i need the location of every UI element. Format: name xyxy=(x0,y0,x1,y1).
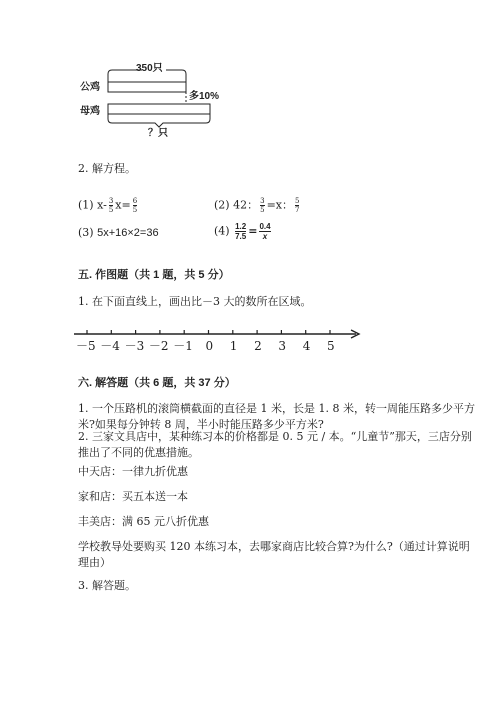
section6-title: 六. 解答题（共 6 题，共 37 分） xyxy=(78,377,236,389)
number-line-tick-label: 2 xyxy=(254,339,262,353)
equation-3 xyxy=(78,225,159,241)
eq1-frac-denominator: 5 xyxy=(108,206,114,214)
hen-label: 母鸡 xyxy=(80,106,100,117)
shop-fengmei: 丰美店：满 65 元八折优惠 xyxy=(78,515,209,528)
eq2-fraction-2 xyxy=(295,197,299,214)
section6-q1: 1. 一个压路机的滚筒横截面的直径是 1 米，长是 1. 8 米，转一周能压路多少平方米?如果每分钟转 8 周，半小时能压路多少平方米? xyxy=(78,402,475,431)
eq1-pre: x- xyxy=(97,198,107,212)
eq2-pre: 42： xyxy=(233,198,259,212)
section6-q2: 2. 三家文具店中，某种练习本的价格都是 0. 5 元 / 本。“儿童节”那天，三店分别推出了不同的优惠措施。 xyxy=(78,430,472,459)
segment-diagram-lines xyxy=(0,0,500,150)
equation-1 xyxy=(78,197,139,214)
eq4-fraction xyxy=(235,222,246,241)
eq1-mid: x= xyxy=(115,198,131,212)
number-line-tick-label: 4 xyxy=(302,339,311,353)
equation-2 xyxy=(214,197,301,214)
eq2-fraction xyxy=(260,197,264,214)
q2-title: 2. 解方程。 xyxy=(78,162,136,175)
eq4-number: (4) xyxy=(214,224,230,238)
number-line-tick-label: －3 xyxy=(124,339,145,353)
eq1-frac2-numerator: 6 xyxy=(132,197,138,205)
number-line-tick-label: 3 xyxy=(278,339,287,353)
eq1-fraction-2 xyxy=(133,197,137,214)
eq1-fraction xyxy=(109,197,113,214)
eq1-frac2-denominator: 5 xyxy=(132,206,138,214)
number-line xyxy=(0,320,500,360)
number-line-tick-label: －1 xyxy=(173,339,193,353)
number-line-tick-label: －4 xyxy=(100,339,120,353)
number-line-tick-label: 0 xyxy=(205,339,214,353)
eq2-frac2-denominator: 7 xyxy=(294,206,300,214)
eq1-number: (1) xyxy=(78,198,94,212)
shop-jiahe: 家和店：买五本送一本 xyxy=(78,490,188,503)
eq4-frac-numerator: 1.2 xyxy=(235,222,247,231)
eq2-frac-denominator: 5 xyxy=(260,206,265,214)
rooster-label: 公鸡 xyxy=(80,82,100,93)
section5-title: 五. 作图题（共 1 题，共 5 分） xyxy=(78,269,230,281)
section5-q1: 1. 在下面直线上，画出比－3 大的数所在区域。 xyxy=(78,295,312,308)
eq1-frac-numerator: 3 xyxy=(108,197,114,205)
eq3-number: (3) xyxy=(78,226,94,239)
number-line-tick-label: 1 xyxy=(229,339,238,353)
eq2-frac2-numerator: 5 xyxy=(294,197,300,205)
eq4-frac2-denominator: x xyxy=(262,232,268,241)
section6-q3: 3. 解答题。 xyxy=(78,579,136,592)
eq2-frac-numerator: 3 xyxy=(260,197,265,205)
eq2-mid: =x： xyxy=(266,198,293,212)
number-line-tick-label: 5 xyxy=(327,339,335,353)
eq2-number: (2) xyxy=(214,198,230,212)
eq3-text: 5x+16×2=36 xyxy=(97,227,159,239)
shop-zhongtian: 中天店：一律九折优惠 xyxy=(78,465,188,478)
eq4-frac2-numerator: 0.4 xyxy=(259,222,271,231)
unknown-label: ？只 xyxy=(148,128,168,139)
section6-q2-question: 学校教导处要购买 120 本练习本，去哪家商店比较合算?为什么?（通过计算说明理由） xyxy=(78,540,470,569)
eq4-fraction-2 xyxy=(259,222,270,241)
number-line-tick-label: －5 xyxy=(76,339,96,353)
number-line-tick-label: －2 xyxy=(148,339,169,353)
equation-4 xyxy=(214,222,273,241)
eq4-equals: = xyxy=(248,224,258,238)
eq4-frac-denominator: 7.5 xyxy=(235,232,247,241)
total-label: 350只 xyxy=(136,63,163,74)
extra-percent-label: 多10% xyxy=(189,91,220,102)
